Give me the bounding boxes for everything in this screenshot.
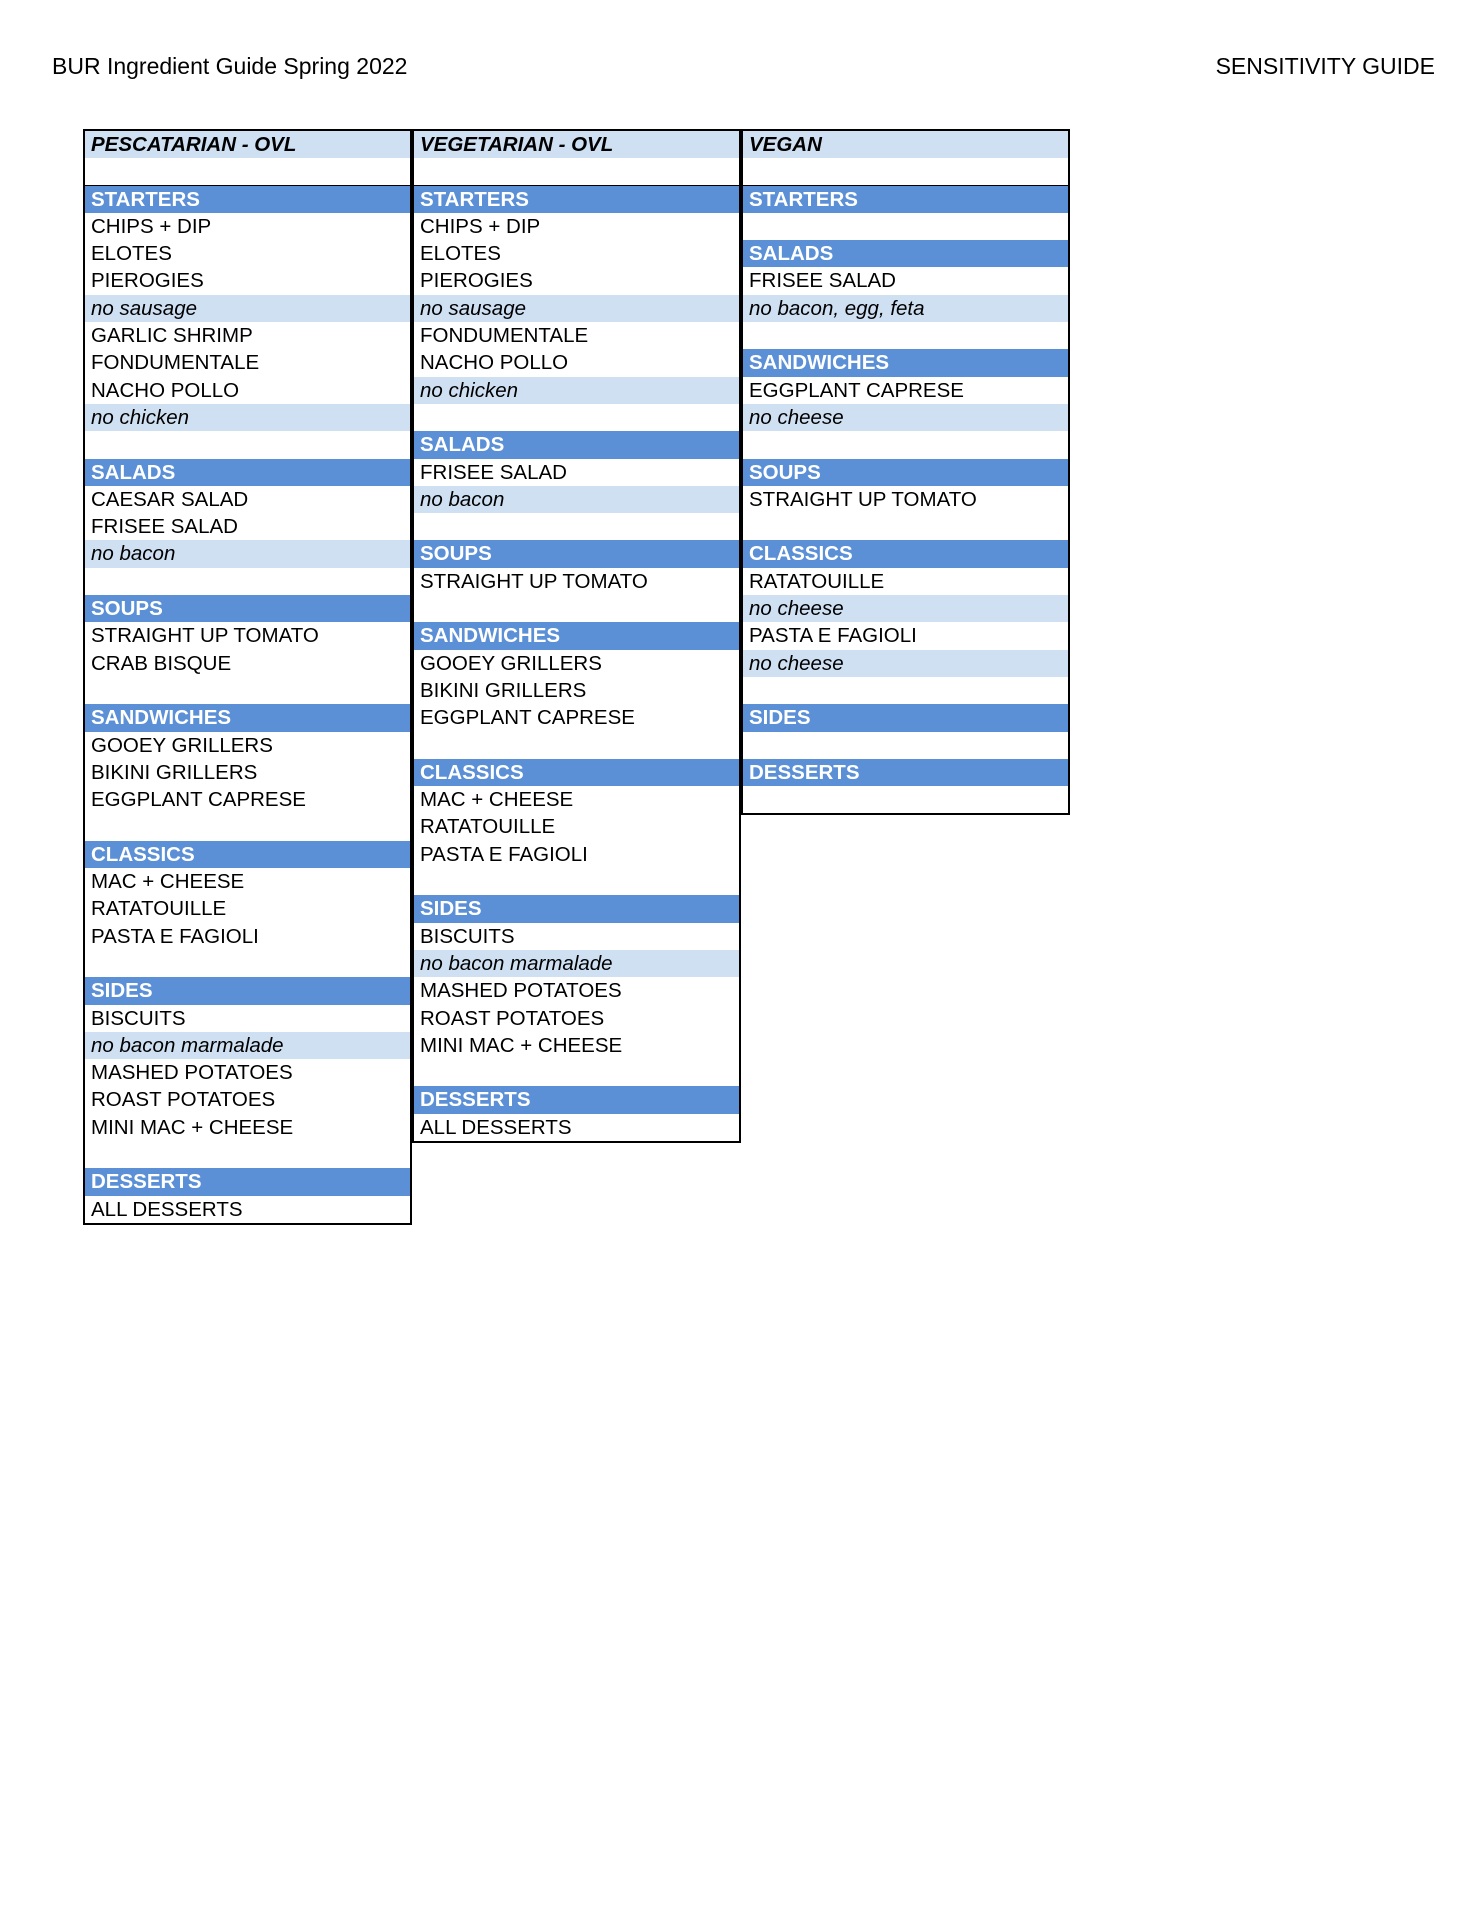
spacer-row: [414, 158, 739, 185]
modification-note: no bacon marmalade: [85, 1032, 410, 1059]
menu-item: PASTA E FAGIOLI: [420, 842, 588, 866]
menu-item: GOOEY GRILLERS: [91, 733, 273, 757]
spacer-row: [743, 431, 1068, 458]
menu-item: BISCUITS: [91, 1006, 186, 1030]
spacer-row: [85, 1141, 410, 1168]
section-header: CLASSICS: [414, 759, 739, 786]
menu-item: STRAIGHT UP TOMATO: [749, 487, 977, 511]
menu-item: FONDUMENTALE: [420, 324, 589, 348]
menu-item: EGGPLANT CAPRESE: [91, 788, 306, 812]
menu-item: ROAST POTATOES: [91, 1088, 276, 1112]
menu-item: BIKINI GRILLERS: [91, 760, 258, 784]
menu-item: RATATOUILLE: [91, 897, 227, 921]
spacer-row: [85, 568, 410, 595]
section-header: SOUPS: [743, 459, 1068, 486]
section-header: CLASSICS: [85, 841, 410, 868]
menu-item: NACHO POLLO: [420, 351, 569, 375]
section-header: CLASSICS: [743, 540, 1068, 567]
menu-item: FRISEE SALAD: [91, 515, 238, 539]
spacer-row: [414, 595, 739, 622]
section-header: SIDES: [414, 895, 739, 922]
spacer-row: [85, 813, 410, 840]
section-header: SALADS: [85, 459, 410, 486]
menu-item: BIKINI GRILLERS: [420, 678, 587, 702]
column-title: VEGETARIAN - OVL: [414, 131, 739, 158]
menu-item: STRAIGHT UP TOMATO: [91, 624, 319, 648]
spacer-row: [85, 677, 410, 704]
section-header: STARTERS: [414, 186, 739, 213]
column-title: PESCATARIAN - OVL: [85, 131, 410, 158]
section-header: SANDWICHES: [743, 349, 1068, 376]
spacer-row: [743, 322, 1068, 349]
menu-item: ELOTES: [420, 242, 501, 266]
menu-item: PIEROGIES: [91, 269, 204, 293]
menu-item: MASHED POTATOES: [420, 979, 622, 1003]
menu-item: STRAIGHT UP TOMATO: [420, 569, 648, 593]
modification-note: no bacon, egg, feta: [743, 295, 1068, 322]
menu-item: CHIPS + DIP: [420, 214, 541, 238]
menu-item: PASTA E FAGIOLI: [749, 624, 917, 648]
section-header: DESSERTS: [743, 759, 1068, 786]
column-title: VEGAN: [743, 131, 1068, 158]
menu-item: GOOEY GRILLERS: [420, 651, 602, 675]
section-header: STARTERS: [743, 186, 1068, 213]
modification-note: no bacon marmalade: [414, 950, 739, 977]
section-header: STARTERS: [85, 186, 410, 213]
section-header: SANDWICHES: [414, 622, 739, 649]
menu-item: FRISEE SALAD: [749, 269, 896, 293]
menu-item: MAC + CHEESE: [420, 788, 574, 812]
section-header: DESSERTS: [85, 1168, 410, 1195]
modification-note: no bacon: [85, 540, 410, 567]
spacer-row: [743, 513, 1068, 540]
modification-note: no sausage: [414, 295, 739, 322]
document-subtitle: SENSITIVITY GUIDE: [1215, 53, 1435, 79]
modification-note: no cheese: [743, 595, 1068, 622]
menu-item: ALL DESSERTS: [420, 1115, 572, 1139]
menu-item: MINI MAC + CHEESE: [91, 1115, 294, 1139]
spacer-row: [414, 404, 739, 431]
pescatarian-column: [83, 129, 412, 1225]
spacer-row: [414, 1059, 739, 1086]
spacer-row: [85, 158, 410, 185]
menu-item: CHIPS + DIP: [91, 214, 212, 238]
spacer-row: [743, 677, 1068, 704]
menu-item: RATATOUILLE: [749, 569, 885, 593]
vegan-column: [741, 129, 1070, 815]
section-header: SANDWICHES: [85, 704, 410, 731]
spacer-row: [743, 786, 1068, 813]
menu-item: CAESAR SALAD: [91, 487, 249, 511]
section-header: SOUPS: [414, 540, 739, 567]
menu-item: NACHO POLLO: [91, 378, 240, 402]
menu-item: EGGPLANT CAPRESE: [749, 378, 964, 402]
section-header: DESSERTS: [414, 1086, 739, 1113]
menu-item: CRAB BISQUE: [91, 651, 232, 675]
modification-note: no sausage: [85, 295, 410, 322]
section-header: SIDES: [85, 977, 410, 1004]
spacer-row: [85, 950, 410, 977]
menu-item: GARLIC SHRIMP: [91, 324, 253, 348]
section-header: SALADS: [414, 431, 739, 458]
spacer-row: [743, 213, 1068, 240]
menu-item: MINI MAC + CHEESE: [420, 1033, 623, 1057]
menu-item: RATATOUILLE: [420, 815, 556, 839]
menu-item: MAC + CHEESE: [91, 870, 245, 894]
section-header: SIDES: [743, 704, 1068, 731]
modification-note: no bacon: [414, 486, 739, 513]
menu-item: BISCUITS: [420, 924, 515, 948]
modification-note: no chicken: [414, 377, 739, 404]
spacer-row: [414, 513, 739, 540]
modification-note: no chicken: [85, 404, 410, 431]
menu-item: ELOTES: [91, 242, 172, 266]
menu-item: ALL DESSERTS: [91, 1197, 243, 1221]
menu-item: FRISEE SALAD: [420, 460, 567, 484]
spacer-row: [85, 431, 410, 458]
menu-item: ROAST POTATOES: [420, 1006, 605, 1030]
spacer-row: [743, 158, 1068, 185]
spacer-row: [414, 868, 739, 895]
menu-item: PIEROGIES: [420, 269, 533, 293]
menu-item: EGGPLANT CAPRESE: [420, 706, 635, 730]
menu-item: PASTA E FAGIOLI: [91, 924, 259, 948]
modification-note: no cheese: [743, 404, 1068, 431]
vegetarian-column: [412, 129, 741, 1143]
menu-item: MASHED POTATOES: [91, 1061, 293, 1085]
spacer-row: [743, 732, 1068, 759]
document-title: BUR Ingredient Guide Spring 2022: [52, 53, 408, 79]
spacer-row: [414, 732, 739, 759]
modification-note: no cheese: [743, 650, 1068, 677]
menu-item: FONDUMENTALE: [91, 351, 260, 375]
section-header: SALADS: [743, 240, 1068, 267]
section-header: SOUPS: [85, 595, 410, 622]
